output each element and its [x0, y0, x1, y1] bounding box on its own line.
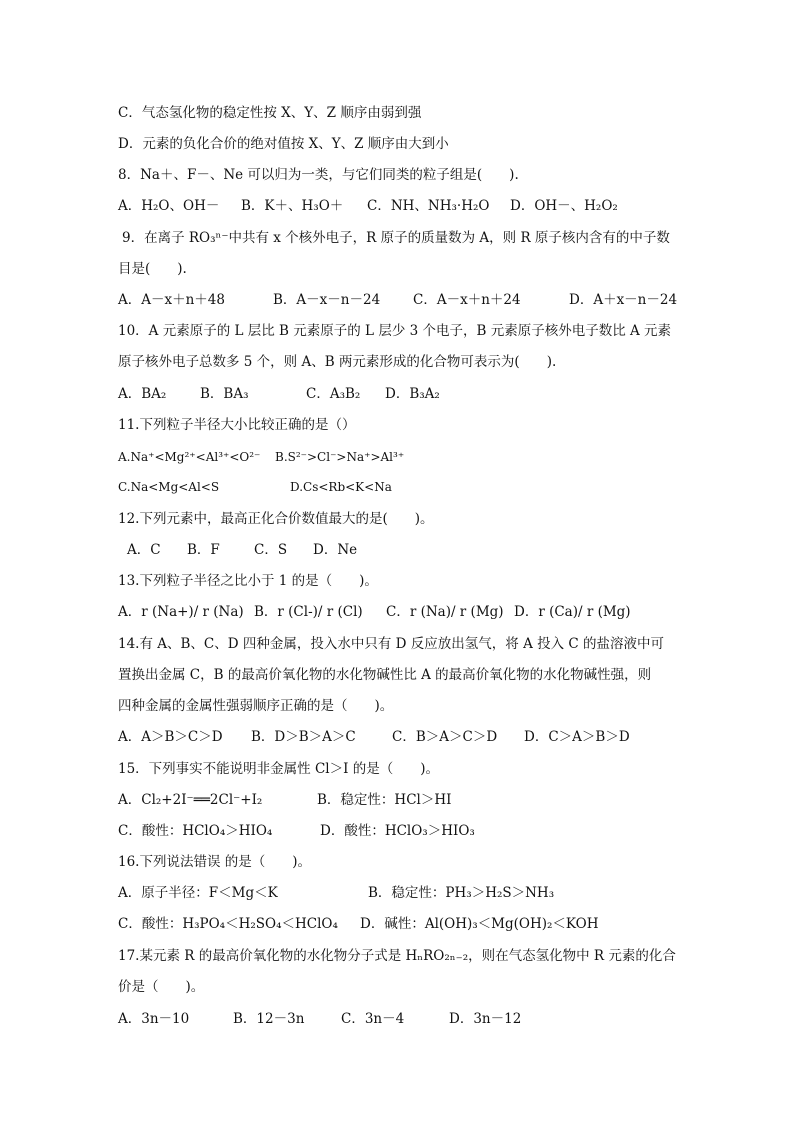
question-15-options-row2 [118, 822, 688, 840]
option-c: C．A－x＋n＋24 [413, 292, 521, 308]
question-16-options-row2 [118, 915, 688, 933]
option-c: C．B＞A＞C＞D [392, 729, 498, 745]
option-d: D．酸性：HClO₃＞HIO₃ [320, 823, 475, 839]
option-d: D．OH－、H₂O₂ [510, 198, 618, 214]
option-b: B．K＋、H₃O＋ [241, 198, 344, 214]
question-12-options [127, 541, 697, 559]
option-a: A．C [127, 542, 161, 558]
option-d: D.Cs<Rb<K<Na [290, 480, 392, 494]
question-17: 17.某元素 R 的最高价氧化物的水化物分子式是 HₙRO₂ₙ₋₂，则在气态氢化物中 R 元素的化合 [118, 948, 676, 964]
question-16: 16.下列说法错误 的是（ )。 [118, 854, 312, 870]
question-11: 11.下列粒子半径大小比较正确的是（） [118, 417, 356, 433]
question-11-options-row1 [118, 448, 688, 466]
option-d: D．r (Ca)/ r (Mg) [514, 604, 631, 620]
question-10-options [118, 385, 688, 403]
question-10-cont: 原子核外电子总数多 5 个，则 A、B 两元素形成的化合物可表示为( ). [118, 354, 557, 370]
question-14: 14.有 A、B、C、D 四种金属，投入水中只有 D 反应放出氢气，将 A 投入 C 的盐溶液中可 [118, 636, 665, 652]
option-b: B.S²⁻>Cl⁻>Na⁺>Al³⁺ [275, 450, 405, 464]
option-c: C．NH、NH₃·H₂O [367, 198, 490, 214]
option-c: C．r (Na)/ r (Mg) [386, 604, 504, 620]
question-16-options-row1 [118, 884, 688, 902]
option-a: A．Cl₂+2I⁻══2Cl⁻+I₂ [118, 792, 263, 808]
option-d: D．3n－12 [449, 1011, 522, 1027]
option-c: C．S [254, 542, 288, 558]
question-9-options [118, 291, 688, 309]
option-d: D．Ne [313, 542, 358, 558]
option-d: D．A＋x－n－24 [569, 292, 678, 308]
option-a: A．3n－10 [118, 1011, 190, 1027]
option-c: C．酸性：HClO₄＞HIO₄ [118, 823, 273, 839]
option-b: B．r (Cl-)/ r (Cl) [254, 604, 363, 620]
option-b: B．稳定性：PH₃＞H₂S＞NH₃ [368, 885, 555, 901]
option-b: B．12－3n [233, 1011, 305, 1027]
option-b: B．A－x－n－24 [273, 292, 381, 308]
option-a: A．r (Na+)/ r (Na) [118, 604, 244, 620]
option-d: D．C＞A＞B＞D [524, 729, 630, 745]
q7-option-d: D．元素的负化合价的绝对值按 X、Y、Z 顺序由大到小 [118, 136, 449, 152]
option-b: B．D＞B＞A＞C [251, 729, 356, 745]
question-9: 9．在离子 RO₃ⁿ⁻中共有 x 个核外电子，R 原子的质量数为 A，则 R 原子核内含有的中子数 [122, 230, 670, 246]
question-9-cont: 目是( ). [118, 261, 187, 277]
option-a: A．H₂O、OH－ [118, 198, 220, 214]
question-13: 13.下列粒子半径之比小于 1 的是（ )。 [118, 573, 378, 589]
option-c: C.Na<Mg<Al<S [118, 480, 220, 494]
question-13-options [118, 603, 688, 621]
option-b: B．稳定性：HCl＞HI [317, 792, 452, 808]
question-11-options-row2 [118, 478, 688, 496]
question-15: 15．下列事实不能说明非金属性 Cl＞I 的是（ )。 [118, 761, 440, 777]
option-a: A．A－x＋n＋48 [118, 292, 225, 308]
question-14-cont2: 四种金属的金属性强弱顺序正确的是（ )。 [118, 698, 394, 714]
option-a: A.Na⁺<Mg²⁺<Al³⁺<O²⁻ [118, 450, 261, 464]
question-14-options [118, 728, 688, 746]
question-12: 12.下列元素中，最高正化合价数值最大的是( )。 [118, 511, 434, 527]
question-8-options [118, 197, 688, 215]
option-b: B．F [187, 542, 220, 558]
question-15-options-row1 [118, 791, 688, 809]
option-a: A．原子半径：F＜Mg＜K [118, 885, 278, 901]
option-b: B．BA₃ [200, 386, 249, 402]
option-a: A．A＞B＞C＞D [118, 729, 223, 745]
option-c: C．酸性：H₃PO₄＜H₂SO₄＜HClO₄ [118, 916, 338, 932]
option-c: C．A₃B₂ [306, 386, 361, 402]
option-d: D．碱性：Al(OH)₃＜Mg(OH)₂＜KOH [360, 916, 599, 932]
question-17-options [118, 1010, 688, 1028]
option-c: C．3n－4 [341, 1011, 405, 1027]
question-8: 8．Na＋、F－、Ne 可以归为一类，与它们同类的粒子组是( ). [118, 167, 519, 183]
question-10: 10．A 元素原子的 L 层比 B 元素原子的 L 层少 3 个电子，B 元素原子核外电子数比 A 元素 [118, 323, 672, 339]
question-17-cont: 价是（ )。 [118, 979, 205, 995]
option-d: D．B₃A₂ [385, 386, 440, 402]
q7-option-c: C．气态氢化物的稳定性按 X、Y、Z 顺序由弱到强 [118, 105, 422, 121]
option-a: A．BA₂ [118, 386, 167, 402]
question-14-cont1: 置换出金属 C，B 的最高价氧化物的水化物碱性比 A 的最高价氧化物的水化物碱性强，则 [118, 667, 652, 683]
